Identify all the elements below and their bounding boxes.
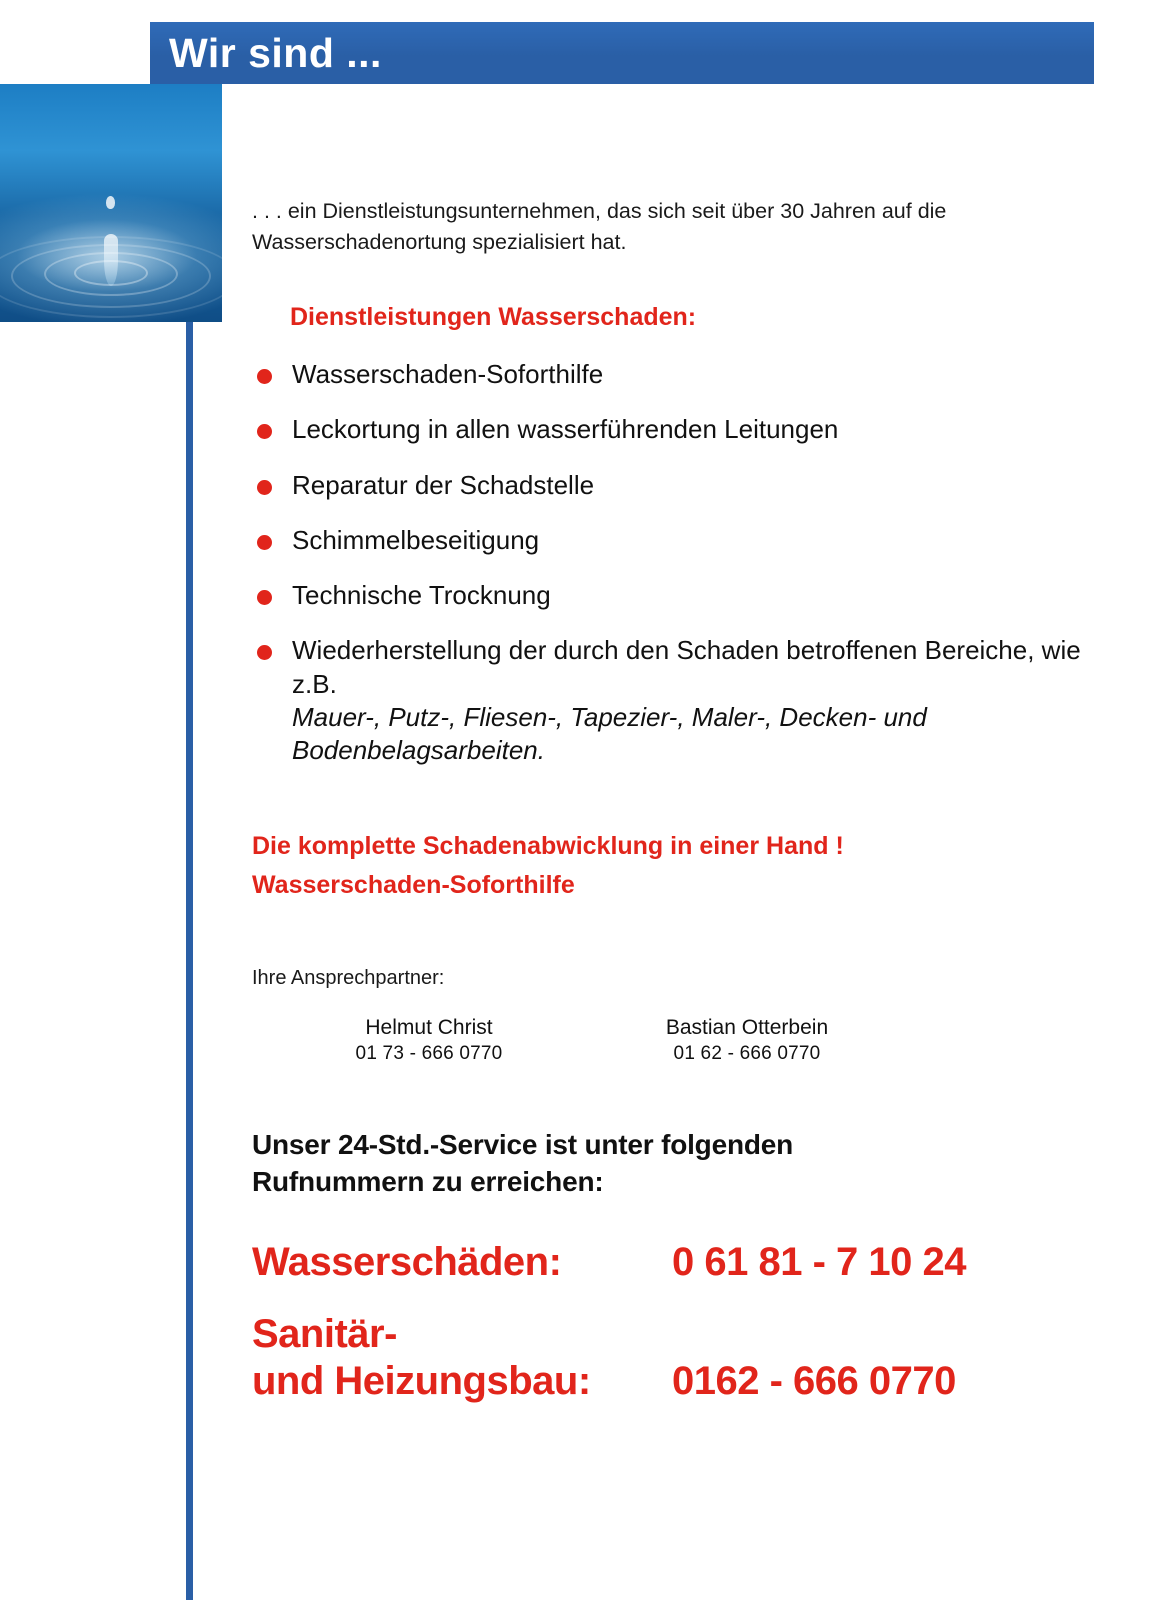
hotline-label-heating-line-1: Sanitär- [252,1311,397,1356]
intro-paragraph: . . . ein Dienstleistungsunternehmen, das sich seit über 30 Jahren auf die Wasserschadenortung spezialisiert hat. [252,199,947,254]
hotline-row-water [252,1239,1092,1286]
bullet-icon [257,480,272,495]
list-item [252,579,1092,612]
contact-name: Bastian Otterbein [665,1015,829,1039]
contact-person [284,1012,574,1066]
contact-person [602,1012,892,1066]
hotline-row-heating [252,1311,1092,1405]
service-24h-line-1: Unser 24-Std.-Service ist unter folgenden [252,1129,794,1161]
page-title: Wir sind ... [169,29,382,76]
contact-name: Helmut Christ [365,1015,493,1039]
bullet-icon [257,590,272,605]
service-24h-line-2: Rufnummern zu erreichen: [252,1166,604,1198]
service-24h-note [252,1127,1092,1201]
list-item [252,524,1092,557]
claim-block [252,827,1092,905]
services-heading: Dienstleistungen Wasserschaden: [290,303,697,332]
list-item [252,469,1092,502]
claim-line-2: Wasserschaden-Soforthilfe [252,871,575,900]
vertical-divider [186,322,193,1600]
list-item-detail: Mauer-, Putz-, Fliesen-, Tapezier-, Maler-, Decken- und Bodenbelagsarbeiten. [292,701,927,766]
claim-line-1: Die komplette Schadenabwicklung in einer Hand ! [252,832,844,861]
contact-phone[interactable]: 01 73 - 666 0770 [355,1043,503,1065]
list-item-label: Leckortung in allen wasserführenden Leitungen [292,414,839,445]
hotline-label-heating-line-2: und Heizungsbau: [252,1358,591,1403]
contact-list [252,1012,1092,1066]
contact-phone[interactable]: 01 62 - 666 0770 [673,1043,821,1065]
page-header-bar [150,22,1094,84]
hotline-value-water[interactable]: 0 61 81 - 7 10 24 [672,1240,966,1285]
bullet-icon [257,424,272,439]
list-item [252,413,1092,446]
water-droplet-column [104,234,118,286]
list-item-label: Wiederherstellung der durch den Schaden betroffenen Bereiche, wie z.B. [292,635,1081,699]
main-content [252,196,1092,1405]
list-item-label: Technische Trocknung [292,580,551,611]
list-item-label: Schimmelbeseitigung [292,524,540,555]
list-item-label: Reparatur der Schadstelle [292,469,595,500]
bullet-icon [257,369,272,384]
bullet-icon [257,645,272,660]
hotline-value-heating[interactable]: 0162 - 666 0770 [672,1358,956,1403]
list-item [252,358,1092,391]
list-item-label: Wasserschaden-Soforthilfe [292,359,604,390]
list-item [252,634,1092,767]
hotline-numbers [252,1239,1092,1405]
contact-label: Ihre Ansprechpartner: [252,966,445,989]
hotline-label-water: Wasserschäden: [252,1240,562,1285]
water-droplet-small [106,196,115,209]
bullet-icon [257,535,272,550]
hotline-label-heating [252,1311,672,1405]
water-drop-image [0,84,222,322]
services-list [252,358,1092,767]
